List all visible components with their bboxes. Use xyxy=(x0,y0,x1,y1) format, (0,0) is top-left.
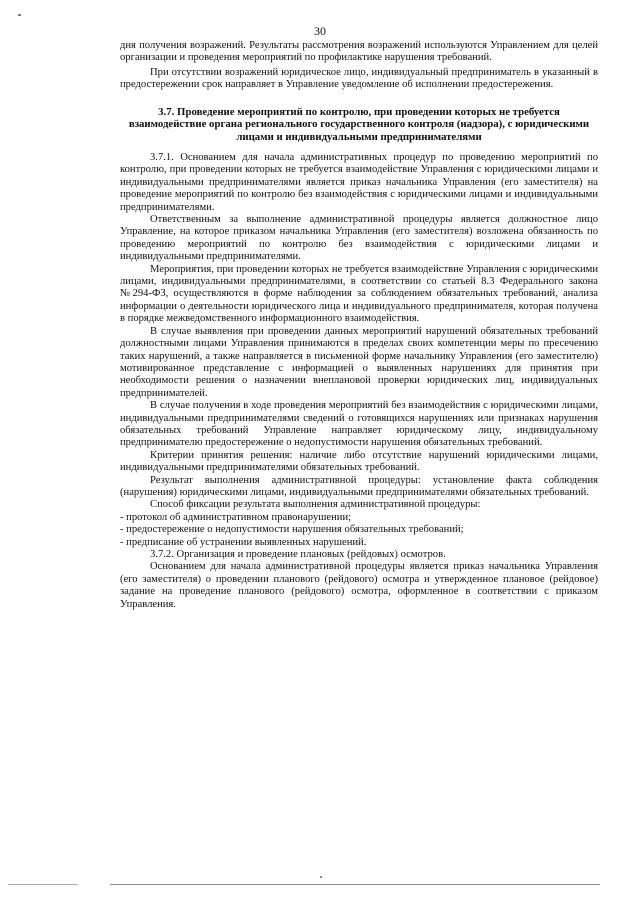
list-item: - предписание об устранении выявленных нарушений. xyxy=(120,536,367,548)
paragraph-warning: В случае получения в ходе проведения мероприятий без взаимодействия с юридическими лицами, индивидуальными предпринимателями сведений о готовящихся нарушениях или признаках нарушения обязательных требований Управление направляет юридическому лицу, индивидуальному предпринимателю предостережение о недопустимости нарушения обязательных требований. xyxy=(120,400,598,449)
paragraph-criteria: Критерии принятия решения: наличие либо отсутствие нарушений юридическими лицами, индивидуальными предпринимателями обязательных требований. xyxy=(120,449,598,474)
list-item: - предостережение о недопустимости нарушения обязательных требований; xyxy=(120,524,464,536)
paragraph-activities: Мероприятия, при проведении которых не требуется взаимодействие Управления с юридическими лицами, индивидуальными предпринимателями, в соответствии со статьей 8.3 Федерального закона №294-ФЗ, осуществляются в форме наблюдения за соблюдением обязательных требований, анализа информации о деятельности юридического лица и индивидуального предпринимателя, которая получена в порядке межведомственного информационного взаимодействия. xyxy=(120,263,598,325)
paragraph-continuation: дня получения возражений. Результаты рассмотрения возражений используются Управлением для целей организации и проведения мероприятий по профилактике нарушения требований. xyxy=(120,40,598,64)
document-body xyxy=(120,40,598,611)
page-number: 30 xyxy=(314,24,326,38)
paragraph-violations-found: В случае выявления при проведении данных мероприятий нарушений обязательных требований должностными лицами Управления принимаются в пределах своих компетенции меры по пресечению таких нарушений, а также направляется в письменной форме начальнику Управления (его заместителю) мотивированное представление с информацией о выявленных нарушениях для принятия при необходимости решения о назначении внеплановой проверки юридических лиц, индивидуальных предпринимателей. xyxy=(120,325,598,399)
scan-edge-line xyxy=(8,884,78,885)
list-item: - протокол об административном правонарушении; xyxy=(120,511,352,523)
paragraph-result: Результат выполнения административной процедуры: установление факта соблюдения (нарушения) юридическими лицами, индивидуальными предпринимателями обязательных требований. xyxy=(120,474,598,498)
section-heading: 3.7. Проведение мероприятий по контролю, при проведении которых не требуется взаимодействие органа регионального государственного контроля (надзора), с юридическими лицами и индивидуальными предпринимателями xyxy=(128,105,590,144)
paragraph-no-objections: При отсутствии возражений юридическое лицо, индивидуальный предприниматель в указанный в предостережении срок направляет в Управление уведомление об исполнении предостережения. xyxy=(120,66,598,91)
scan-edge-line xyxy=(110,884,600,885)
paragraph-fixation: Способ фиксации результата выполнения административной процедуры: xyxy=(150,499,481,511)
paragraph-responsible: Ответственным за выполнение административной процедуры является должностное лицо Управление, на которое приказом начальника Управления (его заместителя) возложена обязанность по проведению мероприятий по контролю без взаимодействия с юридическими лицами и индивидуальными предпринимателями. xyxy=(120,214,598,263)
paragraph-basis-raids: Основанием для начала административной процедуры является приказ начальника Управления (его заместителя) о проведении планового (рейдового) осмотра и утвержденное плановое (рейдовое) задание на проведение планового (рейдового) осмотра, оформленное в соответствии с приказом Управления. xyxy=(120,561,598,610)
fixation-list xyxy=(120,512,598,549)
subsection-heading-3-7-2: 3.7.2. Организация и проведение плановых (рейдовых) осмотров. xyxy=(150,549,446,561)
scan-speck xyxy=(320,876,322,878)
paragraph-3-7-1: 3.7.1. Основанием для начала административных процедур по проведению мероприятий по контролю, при проведении которых не требуется взаимодействие Управления с юридическими лицами и индивидуальными предпринимателями является приказ начальника Управления (его заместителя) на проведение мероприятий по контролю без взаимодействия с юридическими лицами и индивидуальными предпринимателями. xyxy=(120,152,598,213)
scan-speck xyxy=(18,14,21,16)
